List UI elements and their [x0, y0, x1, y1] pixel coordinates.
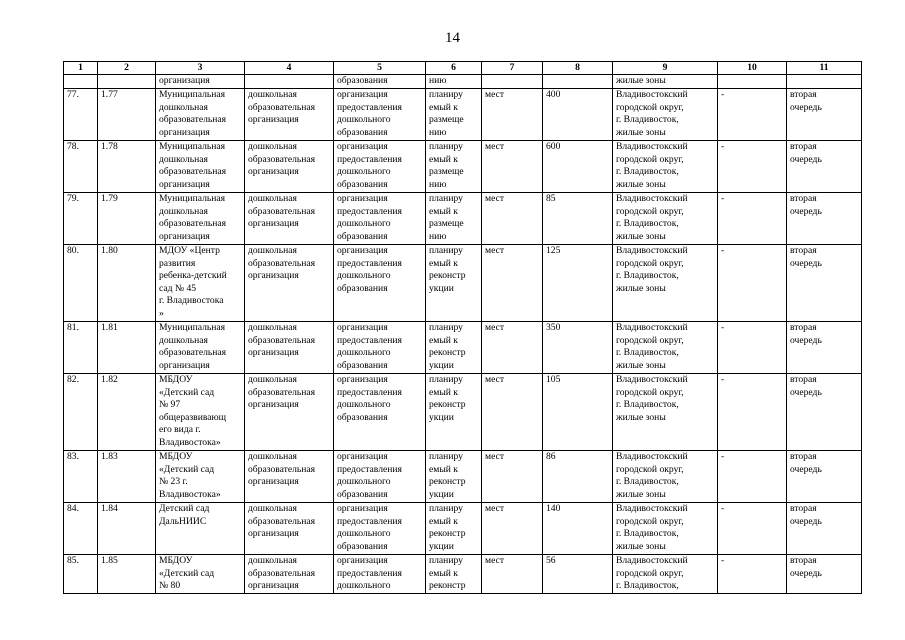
- table-cell: 78.: [64, 141, 98, 193]
- table-cell: мест: [482, 322, 543, 374]
- table-cell: 79.: [64, 193, 98, 245]
- table-cell: 1.77: [98, 89, 156, 141]
- table-cell: планиру емый к реконстр: [426, 555, 482, 594]
- table-cell: 77.: [64, 89, 98, 141]
- table-cell: Владивостокский городской округ, г. Владивосток, жилые зоны: [613, 322, 718, 374]
- table-cell: организация предоставления дошкольного образования: [334, 141, 426, 193]
- table-cell: 84.: [64, 503, 98, 555]
- table-cell: [482, 75, 543, 89]
- table-cell: 80.: [64, 245, 98, 322]
- table-cell: планиру емый к размеще нию: [426, 89, 482, 141]
- table-cell: 600: [543, 141, 613, 193]
- table-cell: вторая очередь: [787, 193, 862, 245]
- table-cell: планиру емый к реконстр укции: [426, 245, 482, 322]
- header-cell: 3: [156, 62, 245, 75]
- header-row: [64, 62, 862, 75]
- table-cell: организация предоставления дошкольного: [334, 555, 426, 594]
- table-cell: дошкольная образовательная организация: [245, 503, 334, 555]
- table-cell: -: [718, 89, 787, 141]
- table-cell: организация предоставления дошкольного образования: [334, 503, 426, 555]
- table-cell: мест: [482, 451, 543, 503]
- table-cell: мест: [482, 245, 543, 322]
- table-cell: образования: [334, 75, 426, 89]
- table-cell: 105: [543, 374, 613, 451]
- table-cell: мест: [482, 503, 543, 555]
- table-cell: 1.82: [98, 374, 156, 451]
- table-cell: планиру емый к реконстр укции: [426, 503, 482, 555]
- header-cell: 1: [64, 62, 98, 75]
- table-cell: мест: [482, 374, 543, 451]
- table-cell: вторая очередь: [787, 89, 862, 141]
- table-cell: планиру емый к размеще нию: [426, 193, 482, 245]
- table-cell: Владивостокский городской округ, г. Владивосток,: [613, 555, 718, 594]
- table-cell: 1.84: [98, 503, 156, 555]
- table-cell: Владивостокский городской округ, г. Владивосток, жилые зоны: [613, 89, 718, 141]
- table-row: [64, 89, 862, 141]
- table-row: [64, 193, 862, 245]
- table-cell: организация предоставления дошкольного образования: [334, 245, 426, 322]
- table-cell: 1.78: [98, 141, 156, 193]
- table-cell: Муниципальная дошкольная образовательная организация: [156, 141, 245, 193]
- table-cell: планиру емый к реконстр укции: [426, 451, 482, 503]
- table-cell: 86: [543, 451, 613, 503]
- table-cell: -: [718, 374, 787, 451]
- header-cell: 6: [426, 62, 482, 75]
- header-cell: 5: [334, 62, 426, 75]
- table-cell: дошкольная образовательная организация: [245, 245, 334, 322]
- table-cell: -: [718, 245, 787, 322]
- table-cell: организация предоставления дошкольного образования: [334, 374, 426, 451]
- table-cell: [98, 75, 156, 89]
- table-row: [64, 503, 862, 555]
- table-row: [64, 322, 862, 374]
- table-cell: мест: [482, 193, 543, 245]
- table-cell: 1.81: [98, 322, 156, 374]
- table-cell: -: [718, 451, 787, 503]
- table-cell: 82.: [64, 374, 98, 451]
- table-cell: дошкольная образовательная организация: [245, 141, 334, 193]
- table-cell: вторая очередь: [787, 503, 862, 555]
- table-cell: МДОУ «Центр развития ребенка-детский сад № 45 г. Владивостока »: [156, 245, 245, 322]
- table-cell: планиру емый к реконстр укции: [426, 374, 482, 451]
- table-cell: мест: [482, 89, 543, 141]
- table-cell: 1.79: [98, 193, 156, 245]
- table-cell: Владивостокский городской округ, г. Владивосток, жилые зоны: [613, 374, 718, 451]
- header-cell: 4: [245, 62, 334, 75]
- table-cell: дошкольная образовательная организация: [245, 555, 334, 594]
- table-cell: дошкольная образовательная организация: [245, 89, 334, 141]
- table-cell: -: [718, 141, 787, 193]
- header-cell: 8: [543, 62, 613, 75]
- continuation-row: [64, 75, 862, 89]
- header-cell: 11: [787, 62, 862, 75]
- table-cell: -: [718, 322, 787, 374]
- table-cell: [64, 75, 98, 89]
- table-row: [64, 555, 862, 594]
- table-cell: [245, 75, 334, 89]
- table-cell: Владивостокский городской округ, г. Владивосток, жилые зоны: [613, 451, 718, 503]
- table-cell: вторая очередь: [787, 141, 862, 193]
- table-cell: дошкольная образовательная организация: [245, 374, 334, 451]
- table-cell: [787, 75, 862, 89]
- table-cell: 81.: [64, 322, 98, 374]
- table-cell: 1.83: [98, 451, 156, 503]
- table-cell: организация предоставления дошкольного образования: [334, 193, 426, 245]
- table-cell: -: [718, 193, 787, 245]
- table-cell: дошкольная образовательная организация: [245, 322, 334, 374]
- table-cell: 140: [543, 503, 613, 555]
- table-row: [64, 374, 862, 451]
- table-cell: 56: [543, 555, 613, 594]
- header-cell: 7: [482, 62, 543, 75]
- table-cell: мест: [482, 141, 543, 193]
- table-cell: 85.: [64, 555, 98, 594]
- header-cell: 2: [98, 62, 156, 75]
- table-cell: Муниципальная дошкольная образовательная организация: [156, 193, 245, 245]
- table-cell: Детский сад ДальНИИС: [156, 503, 245, 555]
- table-cell: вторая очередь: [787, 322, 862, 374]
- table-cell: -: [718, 555, 787, 594]
- table-cell: мест: [482, 555, 543, 594]
- table-cell: организация предоставления дошкольного образования: [334, 322, 426, 374]
- table-cell: Муниципальная дошкольная образовательная организация: [156, 89, 245, 141]
- table-cell: планиру емый к размеще нию: [426, 141, 482, 193]
- header-cell: 10: [718, 62, 787, 75]
- table-cell: МБДОУ «Детский сад № 97 общеразвивающ его вида г. Владивостока»: [156, 374, 245, 451]
- table-cell: 1.80: [98, 245, 156, 322]
- table-cell: организация предоставления дошкольного образования: [334, 451, 426, 503]
- table-cell: Владивостокский городской округ, г. Владивосток, жилые зоны: [613, 193, 718, 245]
- table-cell: дошкольная образовательная организация: [245, 193, 334, 245]
- table-cell: 1.85: [98, 555, 156, 594]
- table-cell: Владивостокский городской округ, г. Владивосток, жилые зоны: [613, 245, 718, 322]
- table-cell: организация: [156, 75, 245, 89]
- table-cell: вторая очередь: [787, 245, 862, 322]
- table-row: [64, 141, 862, 193]
- table-cell: 400: [543, 89, 613, 141]
- table-cell: вторая очередь: [787, 374, 862, 451]
- table-cell: 83.: [64, 451, 98, 503]
- page-number: 14: [445, 30, 460, 46]
- table-cell: вторая очередь: [787, 451, 862, 503]
- table-cell: дошкольная образовательная организация: [245, 451, 334, 503]
- table-cell: МБДОУ «Детский сад № 80: [156, 555, 245, 594]
- table-cell: 125: [543, 245, 613, 322]
- table-cell: Владивостокский городской округ, г. Владивосток, жилые зоны: [613, 503, 718, 555]
- table-cell: нию: [426, 75, 482, 89]
- table-cell: 350: [543, 322, 613, 374]
- table-row: [64, 451, 862, 503]
- header-cell: 9: [613, 62, 718, 75]
- table-cell: Владивостокский городской округ, г. Владивосток, жилые зоны: [613, 141, 718, 193]
- table-cell: МБДОУ «Детский сад № 23 г. Владивостока»: [156, 451, 245, 503]
- table-cell: вторая очередь: [787, 555, 862, 594]
- table-cell: планиру емый к реконстр укции: [426, 322, 482, 374]
- document-table: [63, 61, 862, 594]
- table-cell: 85: [543, 193, 613, 245]
- table-cell: Муниципальная дошкольная образовательная организация: [156, 322, 245, 374]
- table-cell: [543, 75, 613, 89]
- table-row: [64, 245, 862, 322]
- table-cell: организация предоставления дошкольного образования: [334, 89, 426, 141]
- table-cell: -: [718, 503, 787, 555]
- table-cell: жилые зоны: [613, 75, 718, 89]
- table-cell: [718, 75, 787, 89]
